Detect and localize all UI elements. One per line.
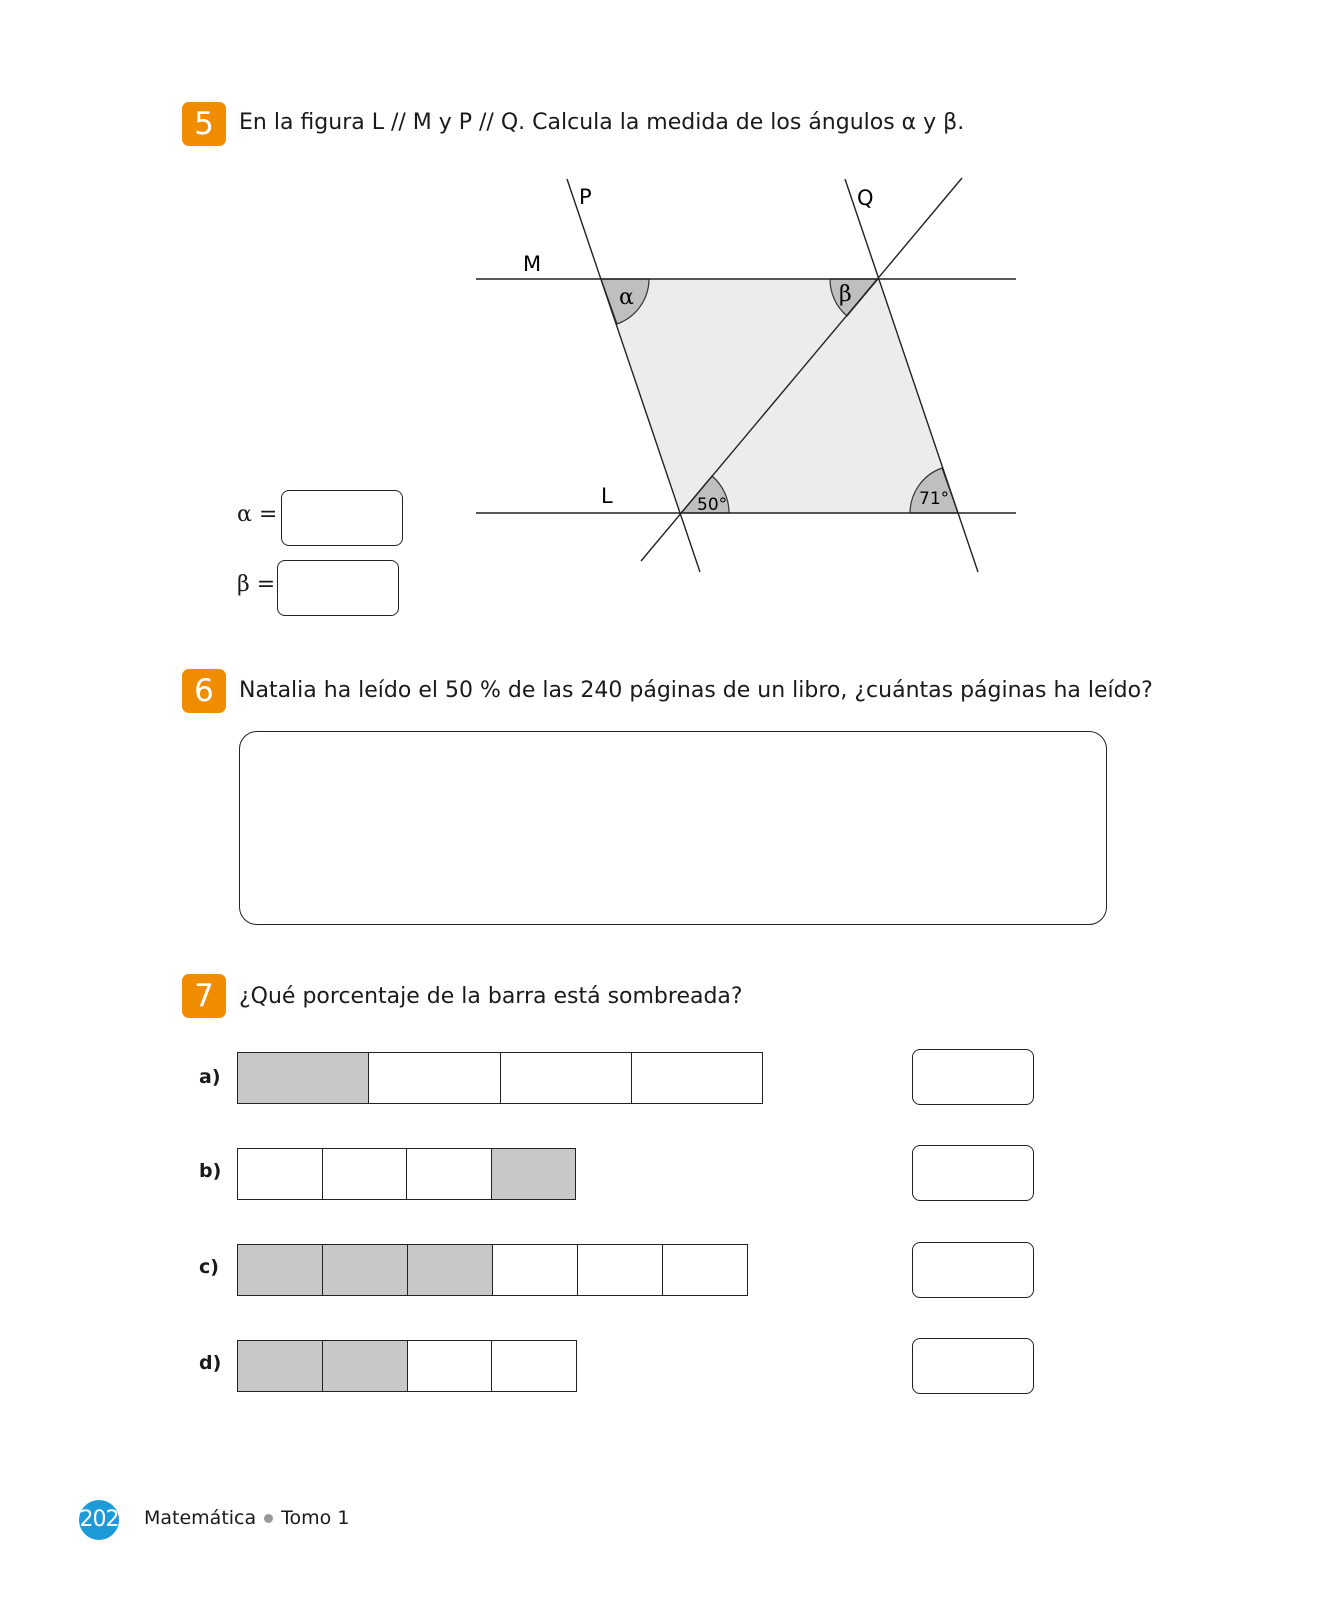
- angle-alpha-label: α: [619, 285, 634, 310]
- bar-cell: [578, 1245, 663, 1295]
- beta-answer-label: β =: [237, 572, 276, 597]
- bar-cell: [632, 1053, 762, 1103]
- parallel-lines-figure: [460, 170, 1040, 590]
- angle-beta-label: β: [839, 282, 852, 307]
- page-number-badge: 202: [79, 1500, 119, 1540]
- angle-71-label: 71°: [919, 489, 950, 509]
- question-6-answer-box[interactable]: [239, 731, 1107, 925]
- question-7-number: 7: [182, 974, 226, 1018]
- bar-cell-shaded: [238, 1341, 323, 1391]
- footer-separator-dot: [264, 1514, 273, 1523]
- bar-cell-shaded: [408, 1245, 493, 1295]
- bar-cell: [663, 1245, 747, 1295]
- bar-cell-shaded: [323, 1341, 408, 1391]
- beta-answer-box[interactable]: [277, 560, 399, 616]
- bar-cell-shaded: [323, 1245, 408, 1295]
- question-5-text: En la figura L // M y P // Q. Calcula la medida de los ángulos α y β.: [239, 110, 965, 135]
- bar-cell: [408, 1341, 493, 1391]
- bar-d-answer-box[interactable]: [912, 1338, 1034, 1394]
- bar-a-answer-box[interactable]: [912, 1049, 1034, 1105]
- bar-cell-shaded: [238, 1245, 323, 1295]
- question-6-number: 6: [182, 669, 226, 713]
- question-7-text: ¿Qué porcentaje de la barra está sombreada?: [239, 984, 743, 1009]
- question-5-number: 5: [182, 102, 226, 146]
- label-q: Q: [857, 186, 874, 210]
- bar-b-answer-box[interactable]: [912, 1145, 1034, 1201]
- bar-cell: [323, 1149, 408, 1199]
- alpha-answer-label: α =: [237, 502, 278, 527]
- bar-c: [237, 1244, 748, 1296]
- footer-subject: Matemática: [144, 1507, 257, 1529]
- alpha-answer-box[interactable]: [281, 490, 403, 546]
- label-p: P: [579, 185, 592, 209]
- bar-cell: [238, 1149, 323, 1199]
- bar-d-label: d): [199, 1352, 222, 1374]
- bar-cell-shaded: [492, 1149, 576, 1199]
- label-m: M: [523, 252, 542, 276]
- bar-cell: [369, 1053, 500, 1103]
- bar-b-label: b): [199, 1160, 222, 1182]
- bar-a: [237, 1052, 763, 1104]
- label-l: L: [601, 484, 613, 508]
- bar-c-answer-box[interactable]: [912, 1242, 1034, 1298]
- bar-cell: [492, 1341, 576, 1391]
- bar-a-label: a): [199, 1066, 221, 1088]
- bar-cell: [493, 1245, 578, 1295]
- bar-cell-shaded: [238, 1053, 369, 1103]
- bar-c-label: c): [199, 1256, 219, 1278]
- bar-d: [237, 1340, 577, 1392]
- angle-50-label: 50°: [697, 495, 728, 515]
- footer-volume: Tomo 1: [281, 1507, 350, 1529]
- footer-text: [144, 1507, 349, 1529]
- bar-cell: [407, 1149, 492, 1199]
- bar-cell: [501, 1053, 632, 1103]
- question-6-text: Natalia ha leído el 50 % de las 240 páginas de un libro, ¿cuántas páginas ha leído?: [239, 678, 1153, 703]
- bar-b: [237, 1148, 576, 1200]
